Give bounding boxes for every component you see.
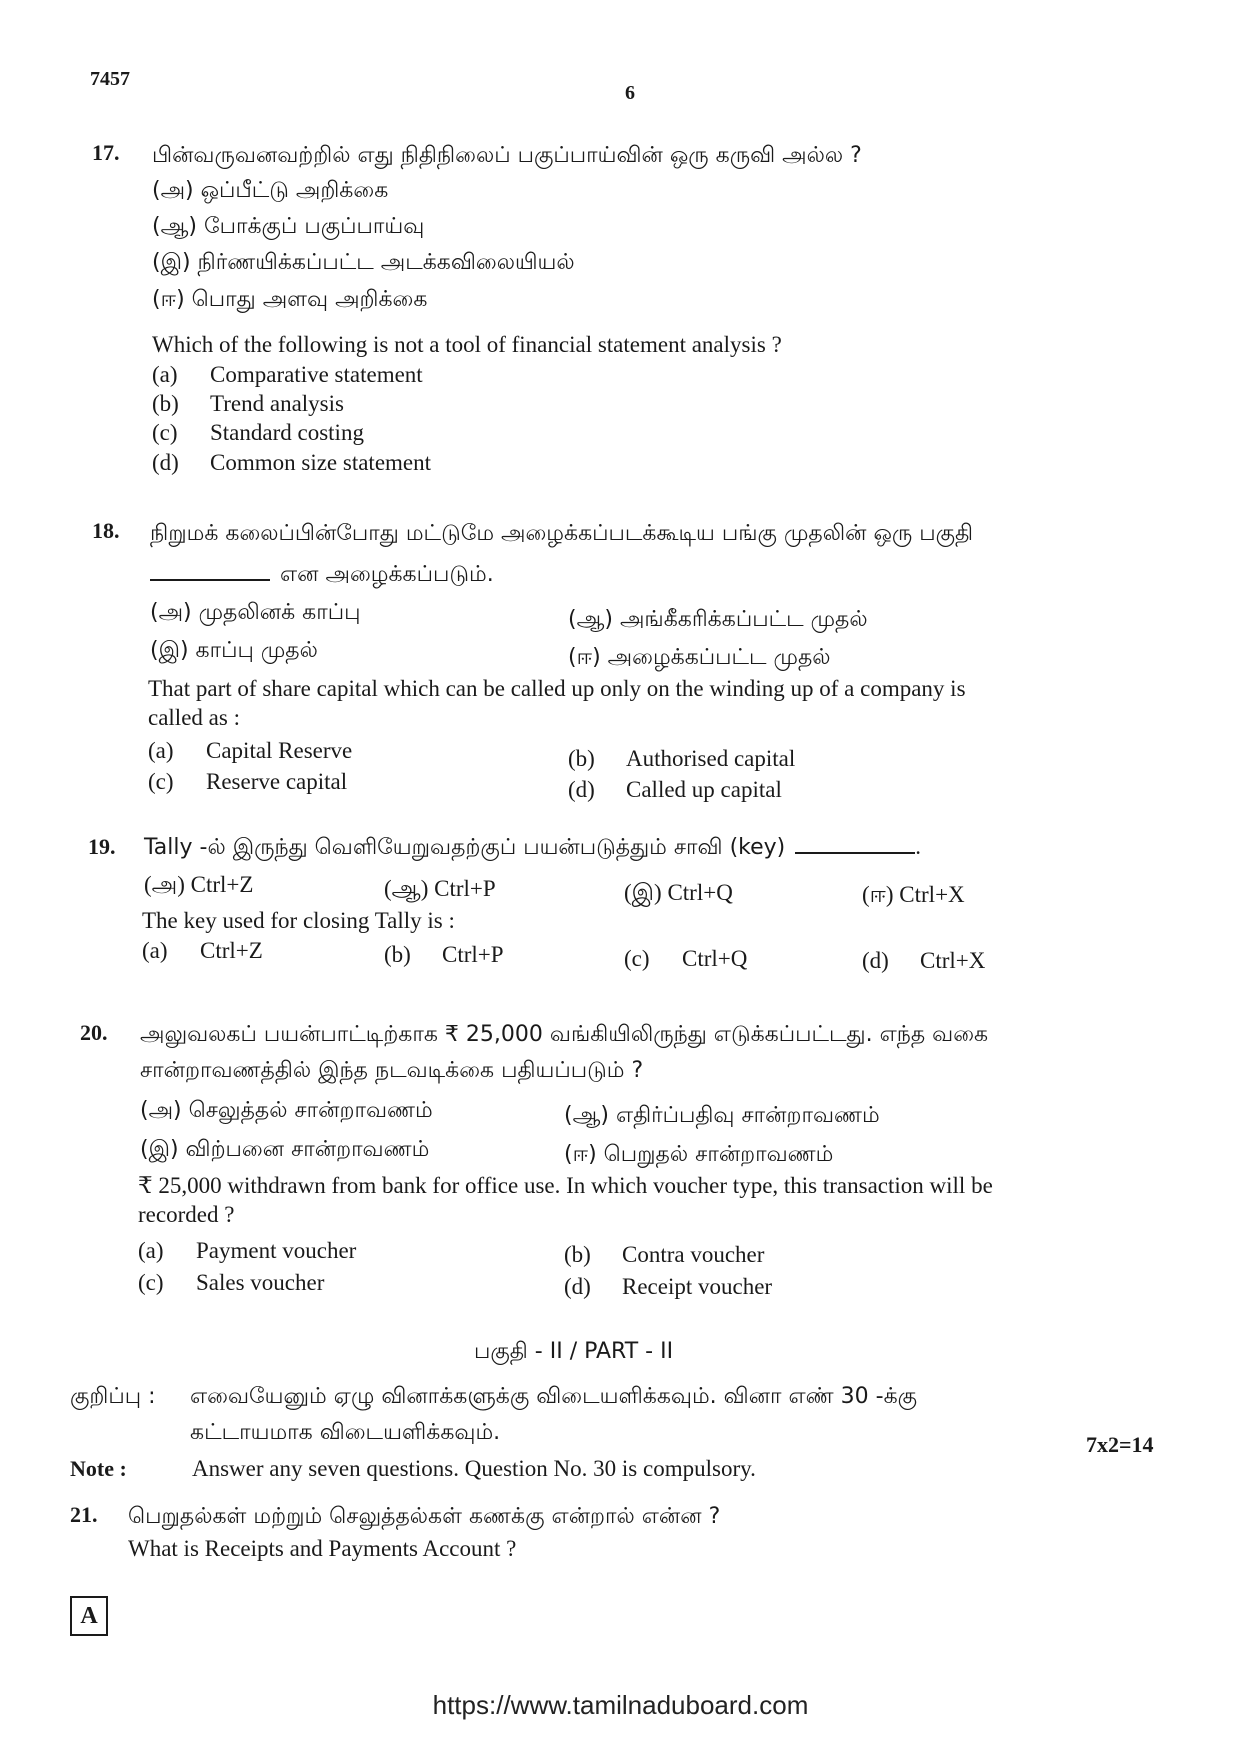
question-text-english: What is Receipts and Payments Account ? xyxy=(128,1536,517,1561)
question-number: 17. xyxy=(92,140,120,165)
version-seal: A xyxy=(70,1596,108,1636)
question-number: 21. xyxy=(70,1502,98,1527)
option-english: (b) Contra voucher xyxy=(564,1242,765,1267)
question-text-tamil: நிறுமக் கலைப்பின்போது மட்டுமே அழைக்கப்படக்கூடிய பங்கு முதலின் ஒரு பகுதி xyxy=(150,521,974,546)
question-text-english: The key used for closing Tally is : xyxy=(142,908,455,933)
question-number: 18. xyxy=(92,518,120,543)
answer-blank xyxy=(150,579,270,581)
option-english: (b) Authorised capital xyxy=(568,746,796,771)
option-tamil: (ஆ) அங்கீகரிக்கப்பட்ட முதல் xyxy=(568,607,868,632)
option-tamil: (ஈ) பெறுதல் சான்றாவணம் xyxy=(564,1142,834,1167)
part-heading: பகுதி - II / PART - II xyxy=(474,1339,674,1364)
paper-code: 7457 xyxy=(90,68,130,90)
option-english: (b) Trend analysis xyxy=(152,391,344,416)
option-english: (d) Ctrl+X xyxy=(862,948,986,973)
question-text-tamil: சான்றாவணத்தில் இந்த நடவடிக்கை பதியப்படும் ? xyxy=(140,1058,644,1083)
option-english: (c) Standard costing xyxy=(152,420,364,445)
option-english: (d) Receipt voucher xyxy=(564,1274,773,1299)
note-text-tamil: கட்டாயமாக விடையளிக்கவும். xyxy=(190,1420,501,1445)
option-english: (c) Sales voucher xyxy=(138,1270,325,1295)
option-english: (b) Ctrl+P xyxy=(384,942,504,967)
option-english: (d) Common size statement xyxy=(152,450,432,475)
note-text-english: Answer any seven questions. Question No. 30 is compulsory. xyxy=(192,1456,756,1481)
note-label-english: Note : xyxy=(70,1456,127,1481)
option-tamil: (இ) நிர்ணயிக்கப்பட்ட அடக்கவிலையியல் xyxy=(152,250,575,275)
note-label-tamil: குறிப்பு : xyxy=(70,1384,156,1409)
option-tamil: (அ) ஒப்பீட்டு அறிக்கை xyxy=(152,178,389,203)
option-tamil: (ஈ) அழைக்கப்பட்ட முதல் xyxy=(568,645,831,670)
answer-blank xyxy=(795,852,915,854)
option-english: (c) Ctrl+Q xyxy=(624,946,748,971)
note-text-tamil: எவையேனும் ஏழு வினாக்களுக்கு விடையளிக்கவும். வினா எண் 30 -க்கு xyxy=(190,1384,918,1409)
option-english: (d) Called up capital xyxy=(568,777,782,802)
option-english: (a) Comparative statement xyxy=(152,362,423,387)
option-tamil: (ஆ) எதிர்ப்பதிவு சான்றாவணம் xyxy=(564,1103,880,1128)
option-tamil: (அ) Ctrl+Z xyxy=(144,872,254,897)
option-tamil: (அ) செலுத்தல் சான்றாவணம் xyxy=(140,1098,433,1123)
question-text-english: called as : xyxy=(148,705,240,730)
question-text-tamil: பெறுதல்கள் மற்றும் செலுத்தல்கள் கணக்கு என்றால் என்ன ? xyxy=(128,1504,721,1529)
question-number: 19. xyxy=(88,834,116,859)
question-text-tamil: அலுவலகப் பயன்பாட்டிற்காக ₹ 25,000 வங்கியிலிருந்து எடுக்கப்பட்டது. எந்த வகை xyxy=(140,1022,989,1047)
question-text-english: That part of share capital which can be called up only on the winding up of a company is xyxy=(148,676,966,701)
option-english: (a) Capital Reserve xyxy=(148,738,353,763)
option-tamil: (இ) Ctrl+Q xyxy=(624,880,733,905)
question-text-tamil: Tally -ல் இருந்து வெளியேறுவதற்குப் பயன்படுத்தும் சாவி (key) . xyxy=(144,834,922,860)
option-tamil: (அ) முதலினக் காப்பு xyxy=(150,600,361,625)
option-english: (c) Reserve capital xyxy=(148,769,348,794)
option-tamil: (ஆ) Ctrl+P xyxy=(384,876,496,901)
option-english: (a) Ctrl+Z xyxy=(142,938,263,963)
question-text-english: recorded ? xyxy=(138,1202,235,1227)
option-tamil: (இ) காப்பு முதல் xyxy=(150,638,318,663)
option-tamil: (ஆ) போக்குப் பகுப்பாய்வு xyxy=(152,214,425,239)
question-text-tamil: பின்வருவனவற்றில் எது நிதிநிலைப் பகுப்பாய்வின் ஒரு கருவி அல்ல ? xyxy=(152,143,862,168)
option-tamil: (ஈ) Ctrl+X xyxy=(862,882,965,907)
marks-label: 7x2=14 xyxy=(1086,1432,1154,1457)
question-text-tamil: என அழைக்கப்படும். xyxy=(150,562,494,590)
question-text-english: Which of the following is not a tool of financial statement analysis ? xyxy=(152,332,782,357)
option-english: (a) Payment voucher xyxy=(138,1238,357,1263)
page-number: 6 xyxy=(625,82,635,104)
option-tamil: (ஈ) பொது அளவு அறிக்கை xyxy=(152,287,428,312)
question-number: 20. xyxy=(80,1020,108,1045)
question-text-english: ₹ 25,000 withdrawn from bank for office use. In which voucher type, this transaction will be xyxy=(138,1173,993,1198)
option-tamil: (இ) விற்பனை சான்றாவணம் xyxy=(140,1137,430,1162)
source-url[interactable]: https://www.tamilnaduboard.com xyxy=(432,1690,809,1720)
